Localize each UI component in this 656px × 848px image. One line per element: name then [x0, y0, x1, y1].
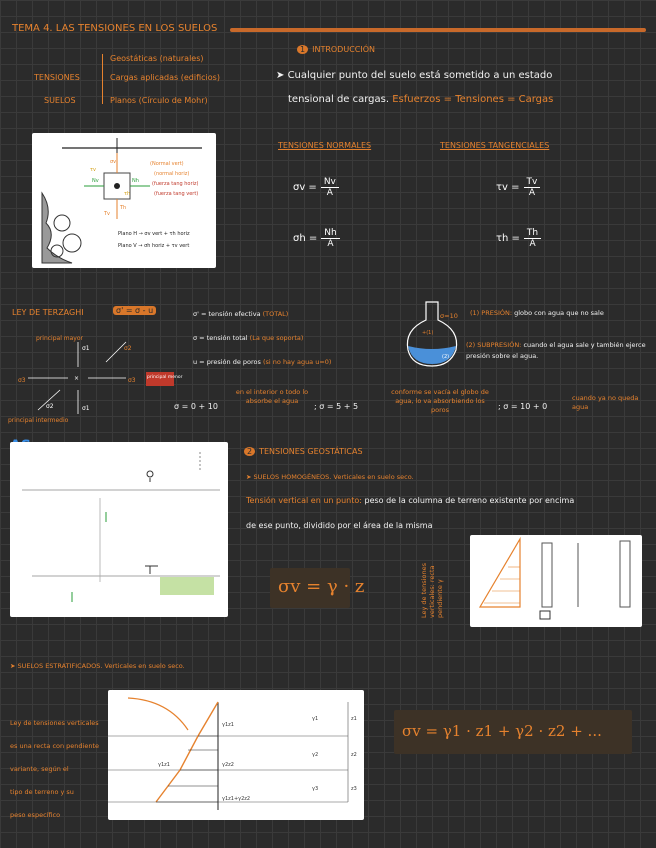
stratified-formula: σv = γ1 · z1 + γ2 · z2 + ... — [402, 722, 602, 740]
mohr-label: σ3 — [128, 377, 136, 384]
layer-z: z3 — [351, 786, 357, 792]
terzaghi-def — [193, 358, 331, 366]
diag-letter: τv — [90, 167, 96, 173]
types-label-suelos: SUELOS — [44, 96, 76, 105]
stratified-sub-text: SUELOS ESTRATIFICADOS. Verticales en suelo seco. — [17, 662, 185, 670]
diag-letter: Nh — [132, 178, 139, 184]
intro-heading — [297, 45, 375, 54]
types-brace — [102, 54, 109, 104]
mohr-label: σ1 — [82, 345, 90, 352]
vertical-stress-def — [246, 496, 574, 505]
pressure-label: (2) SUBPRESIÓN: — [466, 341, 522, 349]
intro-number: 1 — [297, 45, 308, 54]
svg-text:×: × — [74, 375, 80, 382]
terzaghi-eq: ; σ = 10 + 0 — [498, 402, 548, 411]
intro-line1-text: Cualquier punto del suelo está sometido a un estado — [287, 70, 553, 81]
diag-label: Plano V → σh horiz + τv vert — [118, 243, 190, 249]
terzaghi-def — [193, 334, 303, 342]
layer-z: z1 — [351, 716, 357, 722]
desc-line: peso específico — [10, 811, 61, 819]
intro-line2-a: tensional de cargas. — [288, 94, 390, 105]
eq-num: Th — [524, 228, 541, 239]
terzaghi-eq: σ = 0 + 10 — [174, 402, 218, 411]
mohr-major: principal mayor — [36, 335, 83, 342]
vertical-stress-def-2: de ese punto, dividido por el área de la misma — [246, 521, 433, 530]
mohr-label: σ3 — [18, 377, 26, 384]
desc-line: variante, según el — [10, 765, 69, 773]
diag-letter: Th — [120, 205, 127, 211]
side-note: Ley de tensiones verticales: recta pendiente γ — [420, 563, 444, 618]
vert-def-label: Tensión vertical en un punto: — [246, 496, 362, 505]
eq-den: A — [327, 239, 334, 249]
vertical-stress-law-svg — [470, 535, 642, 627]
terzaghi-title: LEY DE TERZAGHI — [12, 308, 84, 317]
type-item: Planos (Círculo de Mohr) — [110, 96, 208, 105]
stress-element-diagram — [32, 133, 216, 268]
terzaghi-formula: σ' = σ - u — [113, 306, 156, 315]
intro-line1: ➤ Cualquier punto del suelo está sometido a un estado — [276, 70, 553, 81]
def-note: (si no hay agua u=0) — [262, 358, 332, 366]
layer-label: γ1z1 — [158, 762, 170, 768]
eq-note: conforme se vacía el globo de agua, lo va absorbiendo los poros — [391, 388, 489, 414]
pressure-note — [470, 308, 640, 319]
diag-letter: τh — [124, 191, 131, 197]
diag-label: (fuerza tang horiz) — [152, 181, 199, 187]
eq-lhs: σh = — [293, 233, 318, 244]
pressure-text: cuando el agua sale y también ejerce presión sobre el agua. — [466, 341, 646, 360]
desc-line: Ley de tensiones verticales — [10, 719, 99, 727]
subpressure-note — [466, 340, 646, 362]
layer-gamma: γ2 — [312, 752, 319, 758]
geostatic-sub-text: SUELOS HOMOGÉNEOS. Verticales en suelo seco. — [253, 473, 414, 481]
terzaghi-def — [193, 310, 288, 318]
mohr-inter: principal intermedio — [8, 417, 69, 424]
geostatic-heading — [244, 447, 363, 456]
tangential-eq-h — [496, 228, 541, 249]
diag-letter: Nv — [92, 178, 99, 184]
intro-title: INTRODUCCIÓN — [312, 45, 376, 54]
tangential-stress-title: TENSIONES TANGENCIALES — [440, 141, 550, 150]
eq-num: Nh — [321, 228, 339, 239]
def-note: (TOTAL) — [262, 310, 289, 318]
eq-den: A — [529, 239, 536, 249]
eq-note: en el interior o todo lo absorbe el agua — [235, 388, 309, 405]
terzaghi-eq: ; σ = 5 + 5 — [314, 402, 359, 411]
flask-label: σ=10 — [440, 312, 458, 320]
principal-stress-diagram — [8, 332, 183, 442]
types-label-tensiones: TENSIONES — [34, 73, 80, 82]
vert-def-text: peso de la columna de terreno existente por encima — [364, 496, 575, 505]
title-underline — [230, 28, 646, 32]
layer-label: γ2z2 — [222, 762, 234, 768]
diag-label: (normal horiz) — [154, 171, 190, 177]
eq-den: A — [528, 188, 535, 198]
geostatic-title: TENSIONES GEOSTÁTICAS — [259, 447, 363, 456]
diag-label: Plano H → σv vert + τh horiz — [118, 231, 190, 237]
geostatic-formula: σv = γ · z — [278, 576, 365, 597]
def-text: σ' = tensión efectiva — [193, 310, 261, 318]
stress-element-svg — [32, 133, 216, 268]
def-text: σ = tensión total — [193, 334, 248, 342]
pressure-label: (1) PRESIÓN: — [470, 309, 513, 317]
eq-lhs: τv = — [496, 182, 520, 193]
layer-label: γ1z1+γ2z2 — [222, 796, 251, 802]
type-item: Geostáticas (naturales) — [110, 54, 204, 63]
type-item: Cargas aplicadas (edificios) — [110, 73, 220, 82]
eq-num: Tv — [524, 177, 541, 188]
stratified-desc — [10, 712, 99, 827]
mohr-label: σ1 — [82, 405, 90, 412]
def-text: u = presión de poros — [193, 358, 261, 366]
eq-lhs: σv = — [293, 182, 317, 193]
vertical-stress-law-diagram — [470, 535, 642, 627]
eq-note: cuando ya no queda agua — [572, 394, 639, 411]
desc-line: tipo de terreno y su — [10, 788, 74, 796]
desc-line: es una recta con pendiente — [10, 742, 100, 750]
layer-gamma: γ3 — [312, 786, 319, 792]
mohr-label: σ2 — [124, 345, 132, 352]
normal-eq-v — [293, 177, 339, 198]
soil-column-diagram — [10, 442, 228, 617]
flask-icon — [398, 300, 466, 370]
layer-z: z2 — [351, 752, 357, 758]
intro-line2-b: Esfuerzos = Tensiones = Cargas — [392, 94, 554, 105]
stratified-sub: ➤ SUELOS ESTRATIFICADOS. Verticales en suelo seco. — [10, 662, 185, 670]
normal-eq-h — [293, 228, 340, 249]
mohr-minor: principal menor — [147, 375, 183, 380]
def-note: (La que soporta) — [249, 334, 304, 342]
layer-gamma: γ1 — [312, 716, 319, 722]
normal-stress-title: TENSIONES NORMALES — [278, 141, 372, 150]
diag-label: (fuerza tang vert) — [154, 191, 199, 197]
mohr-label: σ2 — [46, 403, 54, 410]
flask-mark: (2) — [442, 354, 450, 360]
eq-den: A — [326, 188, 333, 198]
diag-label: (Normal vert) — [150, 161, 184, 167]
geostatic-number: 2 — [244, 447, 255, 456]
diag-letter: Tv — [104, 211, 111, 217]
eq-lhs: τh = — [496, 233, 520, 244]
geostatic-sub: ➤ SUELOS HOMOGÉNEOS. Verticales en suelo seco. — [246, 473, 414, 481]
flask-mark: +(1) — [422, 330, 434, 336]
layer-label: γ1z1 — [222, 722, 234, 728]
page-title: TEMA 4. LAS TENSIONES EN LOS SUELOS — [12, 23, 218, 34]
stratified-stress-svg — [108, 690, 364, 820]
pressure-text: globo con agua que no sale — [514, 309, 604, 317]
diag-letter: σv — [110, 159, 117, 165]
eq-num: Nv — [321, 177, 339, 188]
soil-column-svg — [10, 442, 228, 617]
intro-line2 — [288, 94, 553, 105]
stratified-stress-diagram — [108, 690, 364, 820]
tangential-eq-v — [496, 177, 540, 198]
